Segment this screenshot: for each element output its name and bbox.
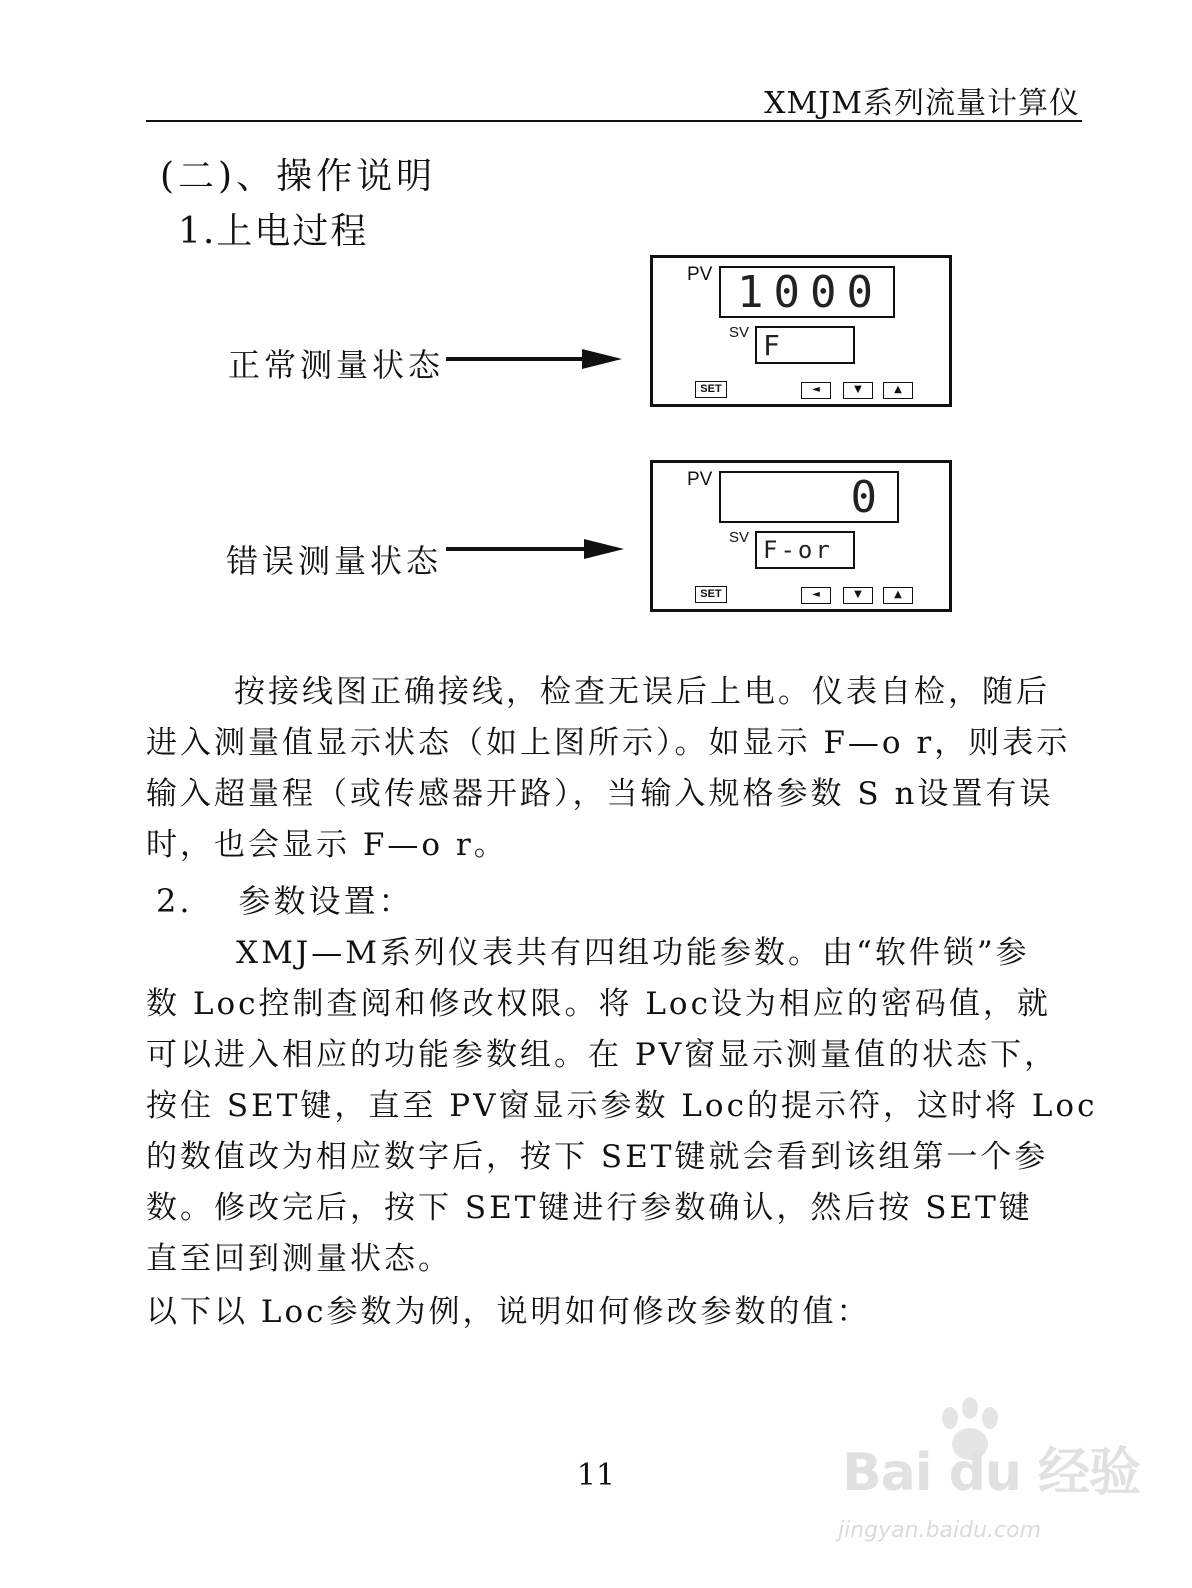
- parameter-paragraph: [146, 928, 1098, 1285]
- paragraph-line: 的数值改为相应数字后，按下 SET键就会看到该组第一个参: [146, 1139, 1049, 1175]
- arrow-right-icon: [446, 536, 628, 562]
- paragraph-line: 按接线图正确接线，检查无误后上电。仪表自检，随后: [234, 674, 1050, 710]
- pv-tag: PV: [687, 264, 713, 285]
- header-divider: [146, 120, 1082, 122]
- pv-tag: PV: [687, 469, 713, 490]
- watermark-url: jingyan.baidu.com: [838, 1518, 1042, 1543]
- pv-display: 0: [719, 471, 899, 523]
- down-arrow-key-icon: ▼: [843, 382, 873, 399]
- meter-panel-error: [650, 460, 952, 612]
- paragraph-line: 数。修改完后，按下 SET键进行参数确认，然后按 SET键: [146, 1190, 1033, 1226]
- up-arrow-key-icon: ▲: [883, 382, 913, 399]
- left-arrow-key-icon: ◄: [801, 587, 831, 604]
- page-number: 11: [576, 1458, 616, 1493]
- sv-tag: SV: [729, 324, 750, 341]
- pv-display: 1000: [719, 266, 895, 318]
- normal-state-label: 正常测量状态: [228, 346, 445, 384]
- watermark-logo: Bai du 经验: [842, 1443, 1140, 1503]
- sv-tag: SV: [729, 529, 750, 546]
- paragraph-line: 输入超量程（或传感器开路），当输入规格参数 S n设置有误: [146, 776, 1054, 812]
- paragraph-line: 数 Loc控制查阅和修改权限。将 Loc设为相应的密码值，就: [146, 986, 1051, 1022]
- set-key: SET: [695, 586, 727, 603]
- up-arrow-key-icon: ▲: [883, 587, 913, 604]
- section-title: (二)、操作说明: [160, 156, 437, 197]
- down-arrow-key-icon: ▼: [843, 587, 873, 604]
- left-arrow-key-icon: ◄: [801, 382, 831, 399]
- item-title: 参数设置：: [238, 882, 414, 920]
- paragraph-line: 可以进入相应的功能参数组。在 PV窗显示测量值的状态下，: [146, 1037, 1059, 1073]
- set-key: SET: [695, 381, 727, 398]
- paragraph-line: 以下以 Loc参数为例，说明如何修改参数的值：: [146, 1294, 871, 1330]
- document-header-title: XMJM系列流量计算仪: [764, 86, 1080, 121]
- meter-panel-normal: [650, 255, 952, 407]
- paragraph-line: 时，也会显示 F—o r。: [146, 827, 508, 863]
- baidu-watermark: [832, 1396, 1140, 1566]
- arrow-right-icon: [446, 346, 626, 372]
- paragraph-line: 进入测量值显示状态（如上图所示）。如显示 F—o r，则表示: [146, 725, 1071, 761]
- sv-display: F-or: [755, 531, 855, 569]
- power-on-paragraph: [146, 667, 1071, 871]
- parameter-setting-heading: [156, 876, 414, 922]
- error-state-label: 错误测量状态: [226, 542, 443, 580]
- paragraph-line: 按住 SET键，直至 PV窗显示参数 Loc的提示符，这时将 Loc: [146, 1088, 1098, 1124]
- item-number: 2.: [156, 882, 193, 920]
- paragraph-line: 直至回到测量状态。: [146, 1241, 452, 1277]
- paragraph-line: XMJ—M系列仪表共有四组功能参数。由“软件锁”参: [236, 935, 1030, 971]
- sv-display: F: [755, 326, 855, 364]
- subsection-title: 1.上电过程: [178, 211, 369, 252]
- example-intro-paragraph: [146, 1287, 1058, 1338]
